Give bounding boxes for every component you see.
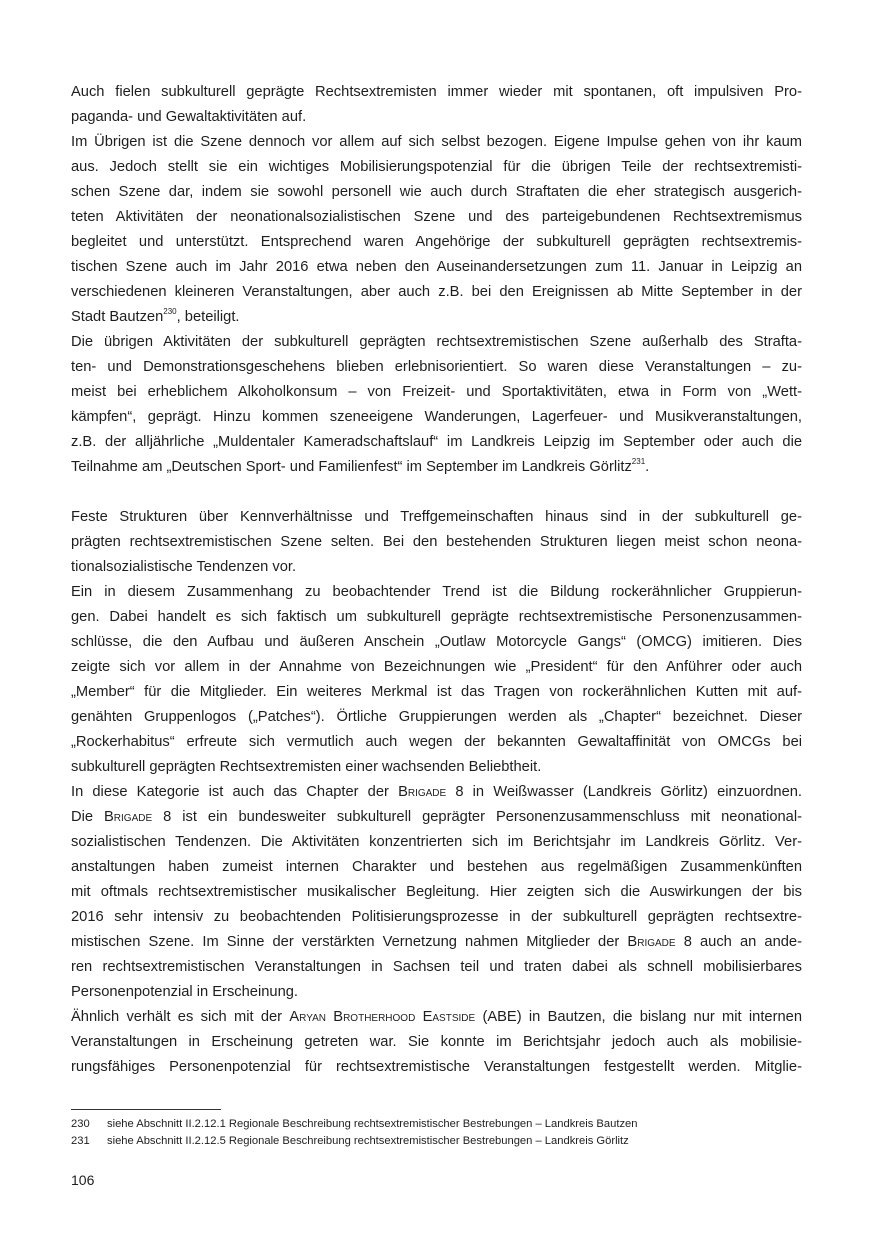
text-line: [71, 705, 802, 730]
text-line: [71, 605, 802, 630]
line-text: Im Übrigen ist die Szene dennoch vor allem auf sich selbst bezogen. Eigene Impulse gehen von ihr kaum: [71, 134, 802, 150]
footnote-number: 230: [71, 1118, 90, 1130]
footnote: [71, 1133, 802, 1150]
line-text: tischen Szene auch im Jahr 2016 etwa neben den Auseinandersetzungen zum 11. Januar in Leipzig an: [71, 259, 802, 275]
line-text-after: 8 in Weißwasser (Landkreis Görlitz) einzuordnen.: [446, 784, 802, 800]
footnote-separator: [71, 1109, 221, 1110]
footnote-number: 231: [71, 1134, 90, 1147]
text-line: [71, 380, 802, 405]
text-line: [71, 580, 802, 605]
text-line: [71, 305, 802, 330]
line-text: Ähnlich verhält es sich mit der: [71, 1009, 290, 1025]
text-line: [71, 755, 802, 780]
text-line: [71, 855, 802, 880]
text-line: [71, 455, 802, 480]
text-line: [71, 230, 802, 255]
paragraph-gap: [71, 480, 802, 505]
line-text: 2016 sehr intensiv zu beobachtenden Politisierungsprozesse in der subkulturell geprägten rechtsextre-: [71, 909, 802, 925]
text-line: [71, 255, 802, 280]
text-line: [71, 730, 802, 755]
small-caps-name: Aryan Brotherhood Eastside: [289, 1009, 476, 1025]
line-text: rungsfähiges Personenpotenzial für rechtsextremistische Veranstaltungen festgestellt werden. Mitglie-: [71, 1059, 802, 1075]
line-text: prägten rechtsextremistischen Szene selten. Bei den bestehenden Strukturen liegen meist schon neona-: [71, 534, 802, 550]
line-text: Feste Strukturen über Kennverhältnisse und Treffgemeinschaften hinaus sind in der subkulturell ge-: [71, 509, 802, 525]
line-text: Die: [71, 809, 105, 825]
text-line: [71, 930, 802, 955]
line-text: kämpfen“, geprägt. Hinzu kommen szeneeigene Wanderungen, Lagerfeuer- und Musikveranstaltungen,: [71, 409, 802, 425]
line-text: Stadt Bautzen: [71, 309, 164, 325]
line-text: ren rechtsextremistischen Veranstaltungen in Sachsen teil und traten dabei als schnell mobilisierbares: [71, 959, 802, 975]
line-text: meist bei erheblichem Alkoholkonsum – von Freizeit- und Sportaktivitäten, etwa in Form von „Wett-: [71, 384, 802, 400]
line-text: tionalsozialistische Tendenzen vor.: [71, 559, 297, 575]
footnote-text: siehe Abschnitt II.2.12.1 Regionale Beschreibung rechtsextremistischer Bestrebungen – Landkreis Bautzen: [107, 1118, 638, 1130]
body-text: [71, 80, 802, 1080]
line-text: begleitet und unterstützt. Entsprechend waren Angehörige der subkulturell geprägten rechtsextremis-: [71, 234, 802, 250]
line-text: Auch fielen subkulturell geprägte Rechtsextremisten immer wieder mit spontanen, oft impulsiven Pro-: [71, 84, 802, 100]
footnote: [71, 1116, 802, 1133]
small-caps-name: Brigade: [104, 809, 153, 825]
text-line: [71, 180, 802, 205]
line-text: Teilnahme am „Deutschen Sport- und Familienfest“ im September im Landkreis Görlitz: [71, 459, 632, 475]
line-text: Die übrigen Aktivitäten der subkulturell geprägten rechtsextremistischen Szene außerhalb des Strafta-: [71, 334, 802, 350]
line-text: Personenpotenzial in Erscheinung.: [71, 984, 298, 1000]
line-text: „Member“ für die Mitglieder. Ein weiteres Merkmal ist das Tragen von rockerähnlichen Kutten mit auf-: [71, 684, 802, 700]
line-text: „Rockerhabitus“ erfreute sich vermutlich auch wegen der bekannten Gewaltaffinität von OMCGs bei: [71, 734, 802, 750]
line-text-after: 8 auch an ande-: [675, 934, 802, 950]
text-line: [71, 205, 802, 230]
text-line: [71, 680, 802, 705]
line-text-after: (ABE) in Bautzen, die bislang nur mit internen: [475, 1009, 802, 1025]
text-line: [71, 355, 802, 380]
line-text: schen Szene dar, indem sie sowohl personell wie auch durch Straftaten die eher strategisch ausgerich-: [71, 184, 802, 200]
line-text: In diese Kategorie ist auch das Chapter der: [71, 784, 399, 800]
footnote-ref[interactable]: 231: [631, 457, 646, 466]
text-line: [71, 955, 802, 980]
text-line: [71, 1030, 802, 1055]
text-line: [71, 105, 802, 130]
text-line: [71, 880, 802, 905]
line-text: zeigte sich vor allem in der Annahme von Bezeichnungen wie „President“ für den Anführer oder auch: [71, 659, 802, 675]
footnote-text: siehe Abschnitt II.2.12.5 Regionale Beschreibung rechtsextremistischer Bestrebungen – Landkreis Görlitz: [107, 1134, 629, 1147]
line-text-after: , beteiligt.: [176, 309, 240, 325]
text-line: [71, 805, 802, 830]
text-line: [71, 780, 802, 805]
line-text: mistischen Szene. Im Sinne der verstärkten Vernetzung nahmen Mitglieder der: [71, 934, 628, 950]
text-line: [71, 905, 802, 930]
line-text: Veranstaltungen in Erscheinung getreten war. Sie konnte im Berichtsjahr jedoch auch als mobilisie-: [71, 1034, 802, 1050]
text-line: [71, 280, 802, 305]
line-text: paganda- und Gewaltaktivitäten auf.: [71, 109, 307, 125]
line-text: schlüsse, die den Aufbau und äußeren Anschein „Outlaw Motorcycle Gangs“ (OMCG) imitieren. Dies: [71, 634, 802, 650]
footnote-ref[interactable]: 230: [163, 307, 177, 316]
line-text-after: 8 ist ein bundesweiter subkulturell geprägter Personenzusammenschluss mit neonational-: [152, 809, 802, 825]
text-line: [71, 630, 802, 655]
small-caps-name: Brigade: [627, 934, 676, 950]
text-line: [71, 530, 802, 555]
text-line: [71, 1055, 802, 1080]
line-text: mit oftmals rechtsextremistischer musikalischer Begleitung. Hier zeigten sich die Auswirkungen der bis: [71, 884, 802, 900]
line-text: verschiedenen kleineren Veranstaltungen, aber auch z.B. bei den Ereignissen ab Mitte September in der: [71, 284, 802, 300]
footnotes: [71, 1116, 802, 1149]
small-caps-name: Brigade: [398, 784, 447, 800]
line-text-after: .: [645, 459, 650, 475]
line-text: z.B. der alljährliche „Muldentaler Kameradschaftslauf“ im Landkreis Leipzig im September oder auch die: [71, 434, 802, 450]
line-text: genähten Gruppenlogos („Patches“). Örtliche Gruppierungen werden als „Chapter“ bezeichnet. Dieser: [71, 709, 802, 725]
text-line: [71, 555, 802, 580]
text-line: [71, 980, 802, 1005]
text-line: [71, 830, 802, 855]
line-text: subkulturell geprägten Rechtsextremisten einer wachsenden Beliebtheit.: [71, 759, 542, 775]
line-text: Ein in diesem Zusammenhang zu beobachtender Trend ist die Bildung rockerähnlicher Gruppierun-: [71, 584, 802, 600]
text-line: [71, 655, 802, 680]
text-line: [71, 1005, 802, 1030]
text-line: [71, 430, 802, 455]
text-line: [71, 80, 802, 105]
text-line: [71, 405, 802, 430]
line-text: sozialistischen Tendenzen. Die Aktivitäten konzentrierten sich im Berichtsjahr im Landkreis Görlitz. Ver-: [71, 834, 802, 850]
line-text: ten- und Demonstrationsgeschehens blieben erlebnisorientiert. So waren diese Veranstaltungen – zu-: [71, 359, 802, 375]
text-line: [71, 330, 802, 355]
line-text: gen. Dabei handelt es sich faktisch um subkulturell geprägte rechtsextremistische Personenzusammen-: [71, 609, 802, 625]
text-line: [71, 505, 802, 530]
page-number: 106: [71, 1172, 95, 1188]
text-line: [71, 155, 802, 180]
line-text: anstaltungen haben zumeist internen Charakter und bestehen aus regelmäßigen Zusammenkünften: [71, 859, 802, 875]
text-line: [71, 130, 802, 155]
line-text: aus. Jedoch stellt sie ein wichtiges Mobilisierungspotenzial für die übrigen Teile der rechtsextremisti-: [71, 159, 802, 175]
line-text: teten Aktivitäten der neonationalsozialistischen Szene und des parteigebundenen Rechtsextremismus: [71, 209, 802, 225]
